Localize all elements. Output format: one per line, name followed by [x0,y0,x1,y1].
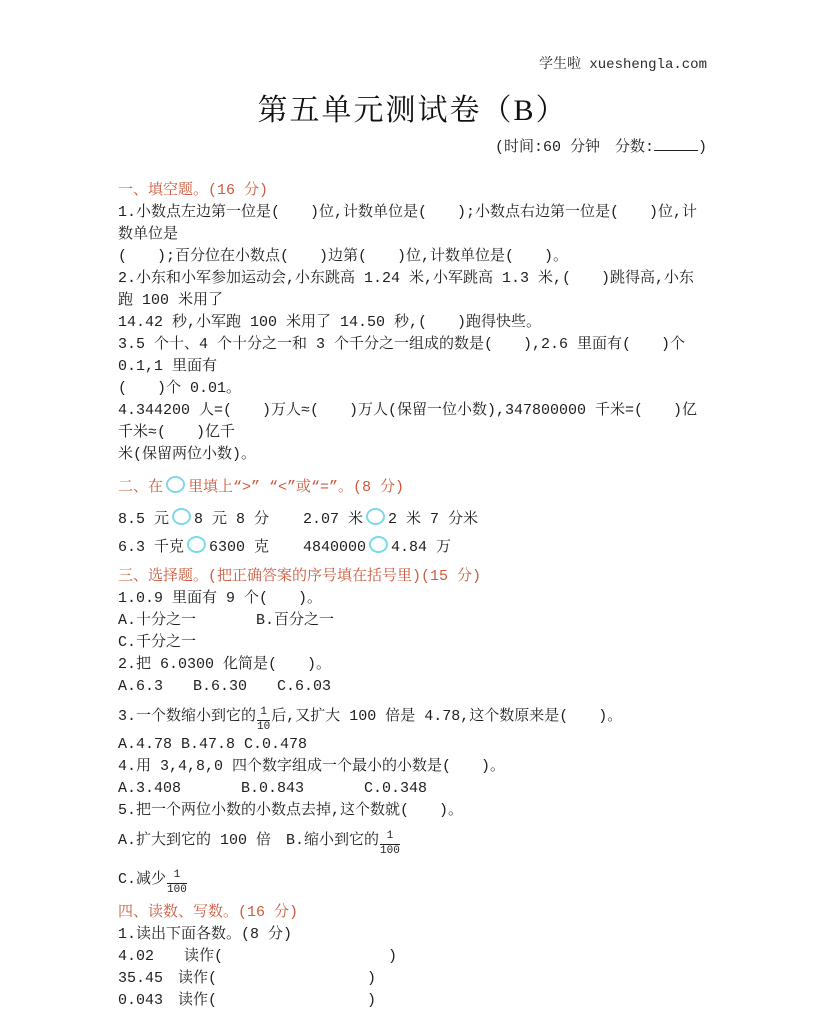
s3-q5-options-ab [118,824,707,858]
section2-heading-pre: 二、在 [118,479,164,496]
s3-q1-options-ab: A.十分之一 B.百分之一 [118,612,335,629]
comparison-circle-icon [366,508,385,525]
time-score-line [118,136,707,158]
meta-prefix: (时间:60 分钟 分数: [494,139,654,156]
s3-q5-option-b: B.缩小到它的 [286,832,380,849]
page-title: 第五单元测试卷（B） [257,94,568,127]
section2-heading-post: 里填上“>” “<”或“=”。(8 分) [188,479,405,496]
s1-q4-line2: 米(保留两位小数)。 [118,446,257,463]
s2-r1-pair2-left: 2.07 米 [303,511,364,528]
score-blank-line [654,136,698,151]
s3-q4-options: A.3.408 B.0.843 C.0.348 [118,780,428,797]
s1-q1-line1: 1.小数点左边第一位是( )位,计数单位是( );小数点右边第一位是( )位,计数单位是 [118,204,698,243]
comparison-circle-icon [369,536,388,553]
fraction-one-tenth [257,707,270,733]
s2-row-2 [118,534,707,562]
s2-r1-pair1-right: 8 元 8 分 [194,511,270,528]
watermark [118,56,707,74]
s1-q4-line1: 4.344200 人=( )万人≈( )万人(保留一位小数),347800000 千米=( )亿千米≈( )亿千 [118,402,698,441]
s2-r2-pair2-right: 4.84 万 [391,539,452,556]
section4-heading: 四、读数、写数。(16 分) [118,904,299,921]
option-gap [271,832,286,849]
s2-r1-pair2-right: 2 米 7 分米 [388,511,479,528]
s3-q2: 2.把 6.0300 化简是( )。 [118,656,332,673]
s3-q1-option-c: C.千分之一 [118,634,197,651]
s2-r2-pair2-left: 4840000 [303,539,367,556]
s3-q3-pre: 3.一个数缩小到它的 [118,708,257,725]
section2-heading [118,476,707,500]
s3-q1: 1.0.9 里面有 9 个( )。 [118,590,323,607]
s1-q3-line1: 3.5 个十、4 个十分之一和 3 个千分之一组成的数是( ),2.6 里面有( )个 0.1,1 里面有 [118,336,695,375]
s3-q3 [118,700,707,734]
fraction-numerator: 1 [257,707,270,721]
fraction-denominator: 10 [257,721,271,733]
s3-q5-option-a: A.扩大到它的 100 倍 [118,832,272,849]
s3-q5-option-c [118,860,707,900]
s1-q1-line2: ( );百分位在小数点( )边第( )位,计数单位是( )。 [118,248,569,265]
s3-q4: 4.用 3,4,8,0 四个数字组成一个最小的小数是( )。 [118,758,506,775]
s4-read-row: 4.02 读作( ) [118,948,398,965]
s1-q2-line2: 14.42 秒,小军跑 100 米用了 14.50 秒,( )跑得快些。 [118,314,542,331]
fraction-numerator: 1 [380,831,400,845]
comparison-circle-icon [187,536,206,553]
comparison-circle-icon [166,476,185,493]
s2-row-1 [118,506,707,534]
comparison-circle-icon [172,508,191,525]
s2-r2-pair1-left: 6.3 千克 [118,539,185,556]
s4-read-row: 0.043 读作( ) [118,992,377,1009]
s4-sub1: 1.读出下面各数。(8 分) [118,926,293,943]
fraction-one-hundredth [380,831,400,857]
section1-heading: 一、填空题。(16 分) [118,182,269,199]
s1-q3-line2: ( )个 0.01。 [118,380,242,397]
s3-q5: 5.把一个两位小数的小数点去掉,这个数就( )。 [118,802,464,819]
s2-r2-pair1-right: 6300 克 [209,539,270,556]
section3-heading: 三、选择题。(把正确答案的序号填在括号里)(15 分) [118,568,482,585]
fraction-denominator: 100 [167,884,187,896]
s4-read-row: 35.45 读作( ) [118,970,377,987]
s2-r1-pair1-left: 8.5 元 [118,511,170,528]
fraction-numerator: 1 [167,870,187,884]
s3-q3-options: A.4.78 B.47.8 C.0.478 [118,736,308,753]
s3-q5-option-c-pre: C.减少 [118,871,167,888]
fraction-denominator: 100 [380,845,400,857]
fraction-one-hundredth [167,870,187,896]
s3-q3-post: 后,又扩大 100 倍是 4.78,这个数原来是( )。 [271,708,623,725]
s1-q2-line1: 2.小东和小军参加运动会,小东跳高 1.24 米,小军跳高 1.3 米,( )跳得高,小东跑 100 米用了 [118,270,695,309]
meta-suffix: ) [697,139,707,156]
watermark-text: 学生啦 xueshengla.com [538,57,707,73]
s3-q2-options: A.6.3 B.6.30 C.6.03 [118,678,332,695]
